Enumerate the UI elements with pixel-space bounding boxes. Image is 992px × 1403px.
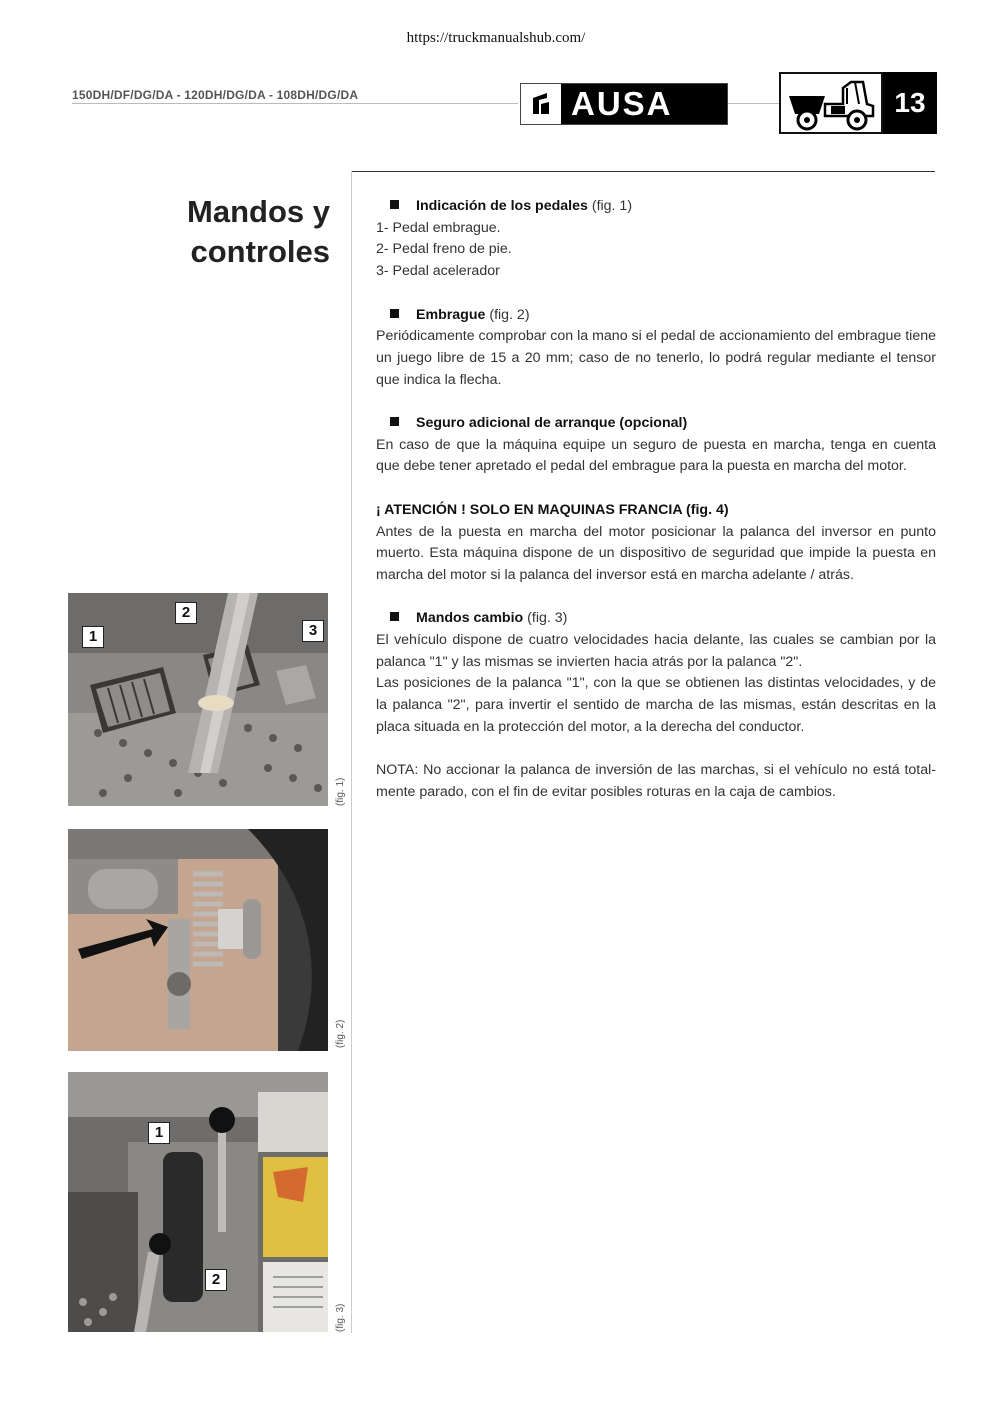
warning-heading: ¡ ATENCIÓN ! SOLO EN MAQUINAS FRANCIA (fig. 4) <box>376 501 729 518</box>
section-title <box>100 192 330 272</box>
page-number: 13 <box>883 72 937 134</box>
callout-1: 1 <box>82 626 104 648</box>
figure-3-photo <box>68 1072 328 1332</box>
ausa-logo <box>520 83 728 125</box>
paragraph: Las posiciones de la palanca "1", con la que se obtienen las distintas velocidades, y de la palanca "2", para invertir el sentido de marcha de las mismas, están descritas en la placa situada en la protección del motor, a la derecha del conductor. <box>376 675 936 735</box>
heading-text: Indicación de los pedales <box>416 198 588 214</box>
list-item: 3- Pedal acelerador <box>376 263 500 280</box>
paragraph: Periódicamente comprobar con la mano si el pedal de accionamiento del embrague tiene un juego libre de 15 a 20 mm; caso de no tenerlo, lo podrá regular mediante el tensor que indica la flecha. <box>376 328 936 388</box>
heading-text: Embrague <box>416 306 486 323</box>
heading-text: Seguro adicional de arranque (opcional) <box>416 415 688 431</box>
paragraph: En caso de que la máquina equipe un seguro de puesta en marcha, tenga en cuenta que debe tener apretado el pedal del embrague para la puesta en marcha del motor. <box>376 436 936 475</box>
section-heading <box>376 413 936 435</box>
section-heading <box>376 608 936 630</box>
figure-1-photo <box>68 593 328 806</box>
dumper-truck-icon <box>779 72 883 134</box>
source-url[interactable]: https://truckmanualshub.com/ <box>406 30 586 46</box>
heading-text: Mandos cambio <box>416 610 524 627</box>
list-item: 2- Pedal freno de pie. <box>376 241 512 258</box>
main-text <box>376 196 936 804</box>
callout-2: 2 <box>175 602 197 624</box>
figure-2-label: (fig. 2) <box>335 1019 346 1048</box>
section-cambio <box>376 608 936 738</box>
section-embrague <box>376 305 936 392</box>
header-divider-right <box>728 103 780 104</box>
paragraph: El vehículo dispone de cuatro velocidades hacia delante, las cuales se cambian por la palanca "1" y las mismas se invierten hacia atrás por la palanca "2". <box>376 632 936 670</box>
list-item: 1- Pedal embrague. <box>376 219 501 236</box>
square-bullet-icon <box>390 417 399 426</box>
figure-ref: (fig. 2) <box>489 306 530 323</box>
square-bullet-icon <box>390 612 399 621</box>
model-list: 150DH/DF/DG/DA - 120DH/DG/DA - 108DH/DG/DA <box>72 88 359 102</box>
callout-3: 3 <box>302 620 324 642</box>
note-paragraph: NOTA: No accionar la palanca de inversión de las marchas, si el vehículo no está total-mente parado, con el fin de evitar posibles roturas en la caja de cambios. <box>376 762 936 800</box>
callout-1: 1 <box>148 1122 170 1144</box>
figure-ref: (fig. 1) <box>591 198 633 214</box>
section-title-line-2: controles <box>190 234 330 269</box>
section-heading <box>376 196 936 218</box>
section-atencion <box>376 500 936 587</box>
logo-mark-icon <box>521 84 563 124</box>
header-divider <box>72 103 518 104</box>
paragraph: Antes de la puesta en marcha del motor posicionar la palanca del inversor en punto muerto. Esta máquina dispone de un dispositivo de seguridad que impide la puesta en marcha del motor si la palanca del inversor está en marcha adelante / atrás. <box>376 523 936 583</box>
section-heading <box>376 305 936 327</box>
figure-1-label: (fig. 1) <box>335 777 346 806</box>
column-divider <box>351 171 352 1333</box>
square-bullet-icon <box>390 309 399 318</box>
figure-3-label: (fig. 3) <box>335 1303 346 1332</box>
section-pedales <box>376 196 936 283</box>
brand-name: AUSA <box>571 85 673 122</box>
figure-ref: (fig. 3) <box>527 610 568 627</box>
section-title-line-1: Mandos y <box>187 194 330 229</box>
figure-2-photo <box>68 829 328 1051</box>
section-seguro <box>376 413 936 478</box>
callout-2: 2 <box>205 1269 227 1291</box>
content-top-rule <box>352 171 935 172</box>
square-bullet-icon <box>390 200 399 209</box>
